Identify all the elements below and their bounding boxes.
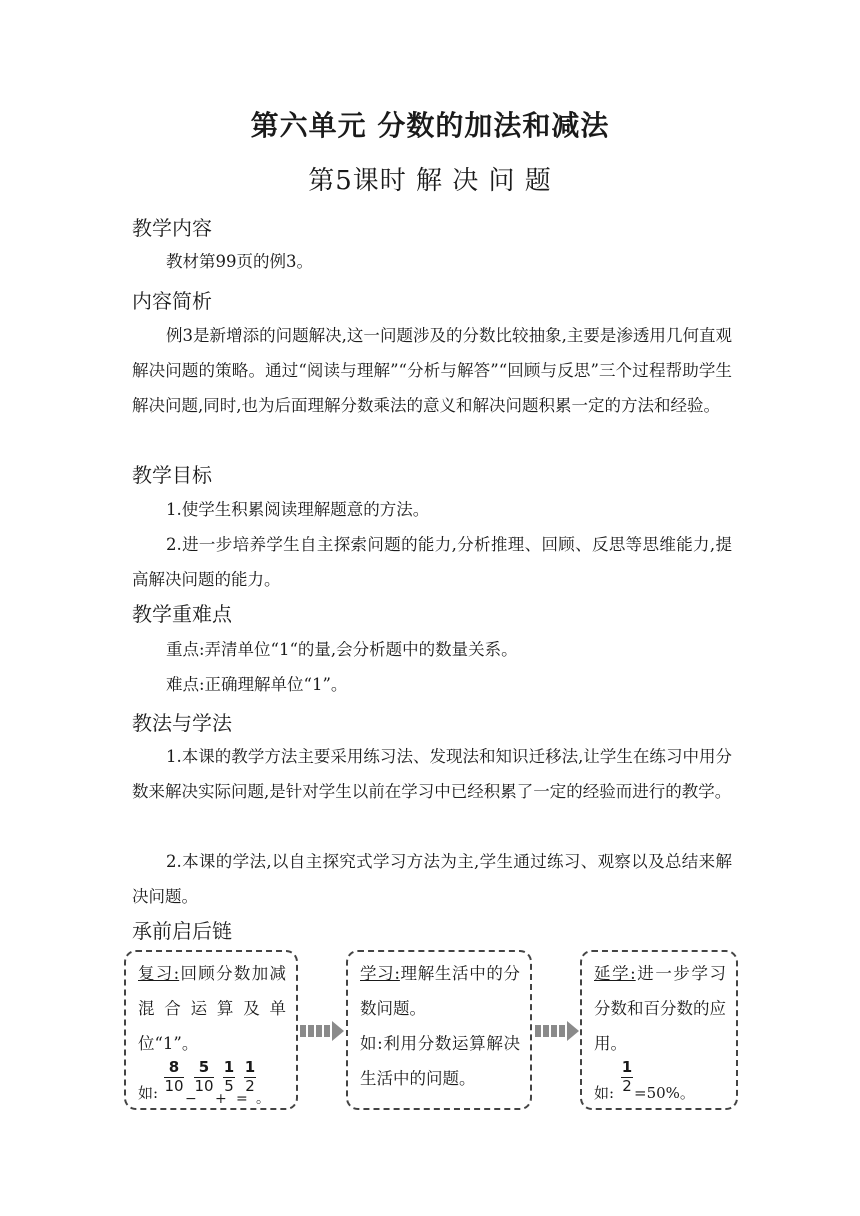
- page-title: 第六单元 分数的加法和减法: [250, 109, 610, 142]
- arrow-right-icon: [300, 1020, 344, 1042]
- key-point: 重点:弄清单位“1“的量,会分析题中的数量关系。: [166, 640, 518, 659]
- arrow-right-icon: [535, 1020, 579, 1042]
- fraction-1-5: 1 5: [223, 1058, 235, 1095]
- fraction-8-10: 8 10: [164, 1058, 184, 1095]
- heading-content-analysis: 内容简析: [132, 289, 212, 313]
- goal-item-2: 2.进一步培养学生自主探索问题的能力,分析推理、回顾、反思等思维能力,提高解决问题的能力。: [132, 535, 732, 589]
- method-item-1: 1.本课的教学方法主要采用练习法、发现法和知识迁移法,让学生在练习中用分数来解决实际问题,是针对学生以前在学习中已经积累了一定的经验而进行的教学。: [132, 747, 732, 801]
- extend-label: 延学:: [594, 964, 636, 983]
- equals-operator: =: [236, 1091, 248, 1107]
- lesson-subtitle: 第5课时 解 决 问 题: [308, 166, 552, 196]
- difficult-point: 难点:正确理解单位“1”。: [166, 675, 348, 694]
- heading-key-points: 教学重难点: [132, 602, 232, 626]
- learn-label: 学习:: [360, 964, 400, 983]
- heading-teaching-goals: 教学目标: [132, 463, 212, 487]
- review-box: [124, 950, 298, 1110]
- fraction-1-2: 1 2: [244, 1058, 256, 1095]
- goal-item-1: 1.使学生积累阅读理解题意的方法。: [166, 500, 430, 519]
- method-item-2: 2.本课的学法,以自主探究式学习方法为主,学生通过练习、观察以及总结来解决问题。: [132, 852, 732, 906]
- fraction-1-2: 1 2: [621, 1058, 633, 1095]
- extend-example-suffix: =50%。: [634, 1084, 695, 1102]
- fraction-5-10: 5 10: [194, 1058, 214, 1095]
- content-analysis-text: 例3是新增添的问题解决,这一问题涉及的分数比较抽象,主要是渗透用几何直观解决问题的策略。通过“阅读与理解”“分析与解答”“回顾与反思”三个过程帮助学生解决问题,同时,也为后面理解分数乘法的意义和解决问题积累一定的方法和经验。: [132, 326, 732, 415]
- teaching-content-text: 教材第99页的例3。: [166, 252, 313, 271]
- heading-chain: 承前启后链: [132, 919, 232, 943]
- learn-text: 学习:理解生活中的分数问题。 如:利用分数运算解决生活中的问题。: [360, 964, 521, 1088]
- plus-operator: +: [215, 1091, 227, 1107]
- learn-example: 如:利用分数运算解决生活中的问题。: [360, 1034, 520, 1088]
- review-label: 复习:: [138, 964, 180, 983]
- learn-box: [346, 950, 532, 1110]
- heading-teaching-content: 教学内容: [132, 216, 212, 240]
- heading-methods: 教法与学法: [132, 711, 232, 735]
- extend-box: [580, 950, 738, 1110]
- extend-example-prefix: 如:: [594, 1084, 615, 1102]
- period-mark: 。: [256, 1091, 270, 1107]
- review-text: 复习:回顾分数加减混合运算及单位“1”。: [138, 964, 286, 1053]
- extend-text: 延学:进一步学习分数和百分数的应用。: [594, 964, 726, 1053]
- minus-operator: −: [185, 1091, 197, 1107]
- review-example-prefix: 如:: [138, 1084, 159, 1102]
